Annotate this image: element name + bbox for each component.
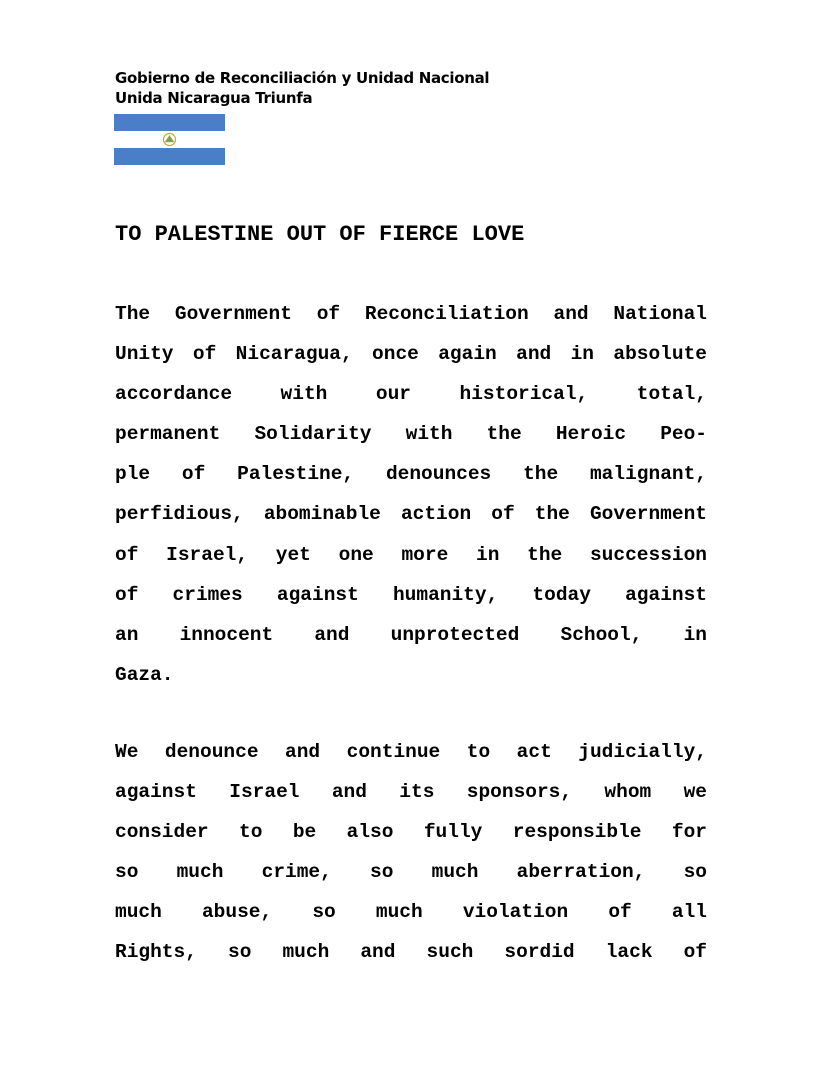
paragraph-1 [115, 294, 707, 695]
paragraph-line: so much crime, so much aberration, so [115, 861, 707, 884]
paragraph-line: of crimes against humanity, today against [115, 583, 707, 606]
paragraph-line: accordance with our historical, total, [115, 383, 707, 406]
letterhead [115, 68, 489, 108]
paragraph-line: Unity of Nicaragua, once again and in absolute [115, 343, 707, 366]
paragraph-line: We denounce and continue to act judicially, [115, 741, 707, 763]
paragraph-line: Gaza. [115, 663, 174, 686]
nicaragua-flag-icon [114, 114, 225, 165]
paragraph-line: permanent Solidarity with the Heroic Peo- [115, 423, 707, 446]
paragraph-2 [115, 732, 707, 973]
paragraph-line: Rights, so much and such sordid lack of [115, 941, 707, 964]
paragraph-line: an innocent and unprotected School, in [115, 623, 707, 646]
paragraph-line: ple of Palestine, denounces the malignant, [115, 463, 707, 486]
paragraph-line: perfidious, abominable action of the Government [115, 503, 707, 526]
paragraph-line: The Government of Reconciliation and National [115, 303, 707, 325]
paragraph-line: consider to be also fully responsible for [115, 821, 707, 844]
paragraph-line: much abuse, so much violation of all [115, 901, 707, 924]
letterhead-line-2: Unida Nicaragua Triunfa [115, 89, 313, 107]
letterhead-line-1: Gobierno de Reconciliación y Unidad Nacional [115, 69, 490, 87]
paragraph-line: of Israel, yet one more in the succession [115, 543, 707, 566]
paragraph-line: against Israel and its sponsors, whom we [115, 781, 707, 804]
document-title: TO PALESTINE OUT OF FIERCE LOVE [115, 222, 525, 247]
